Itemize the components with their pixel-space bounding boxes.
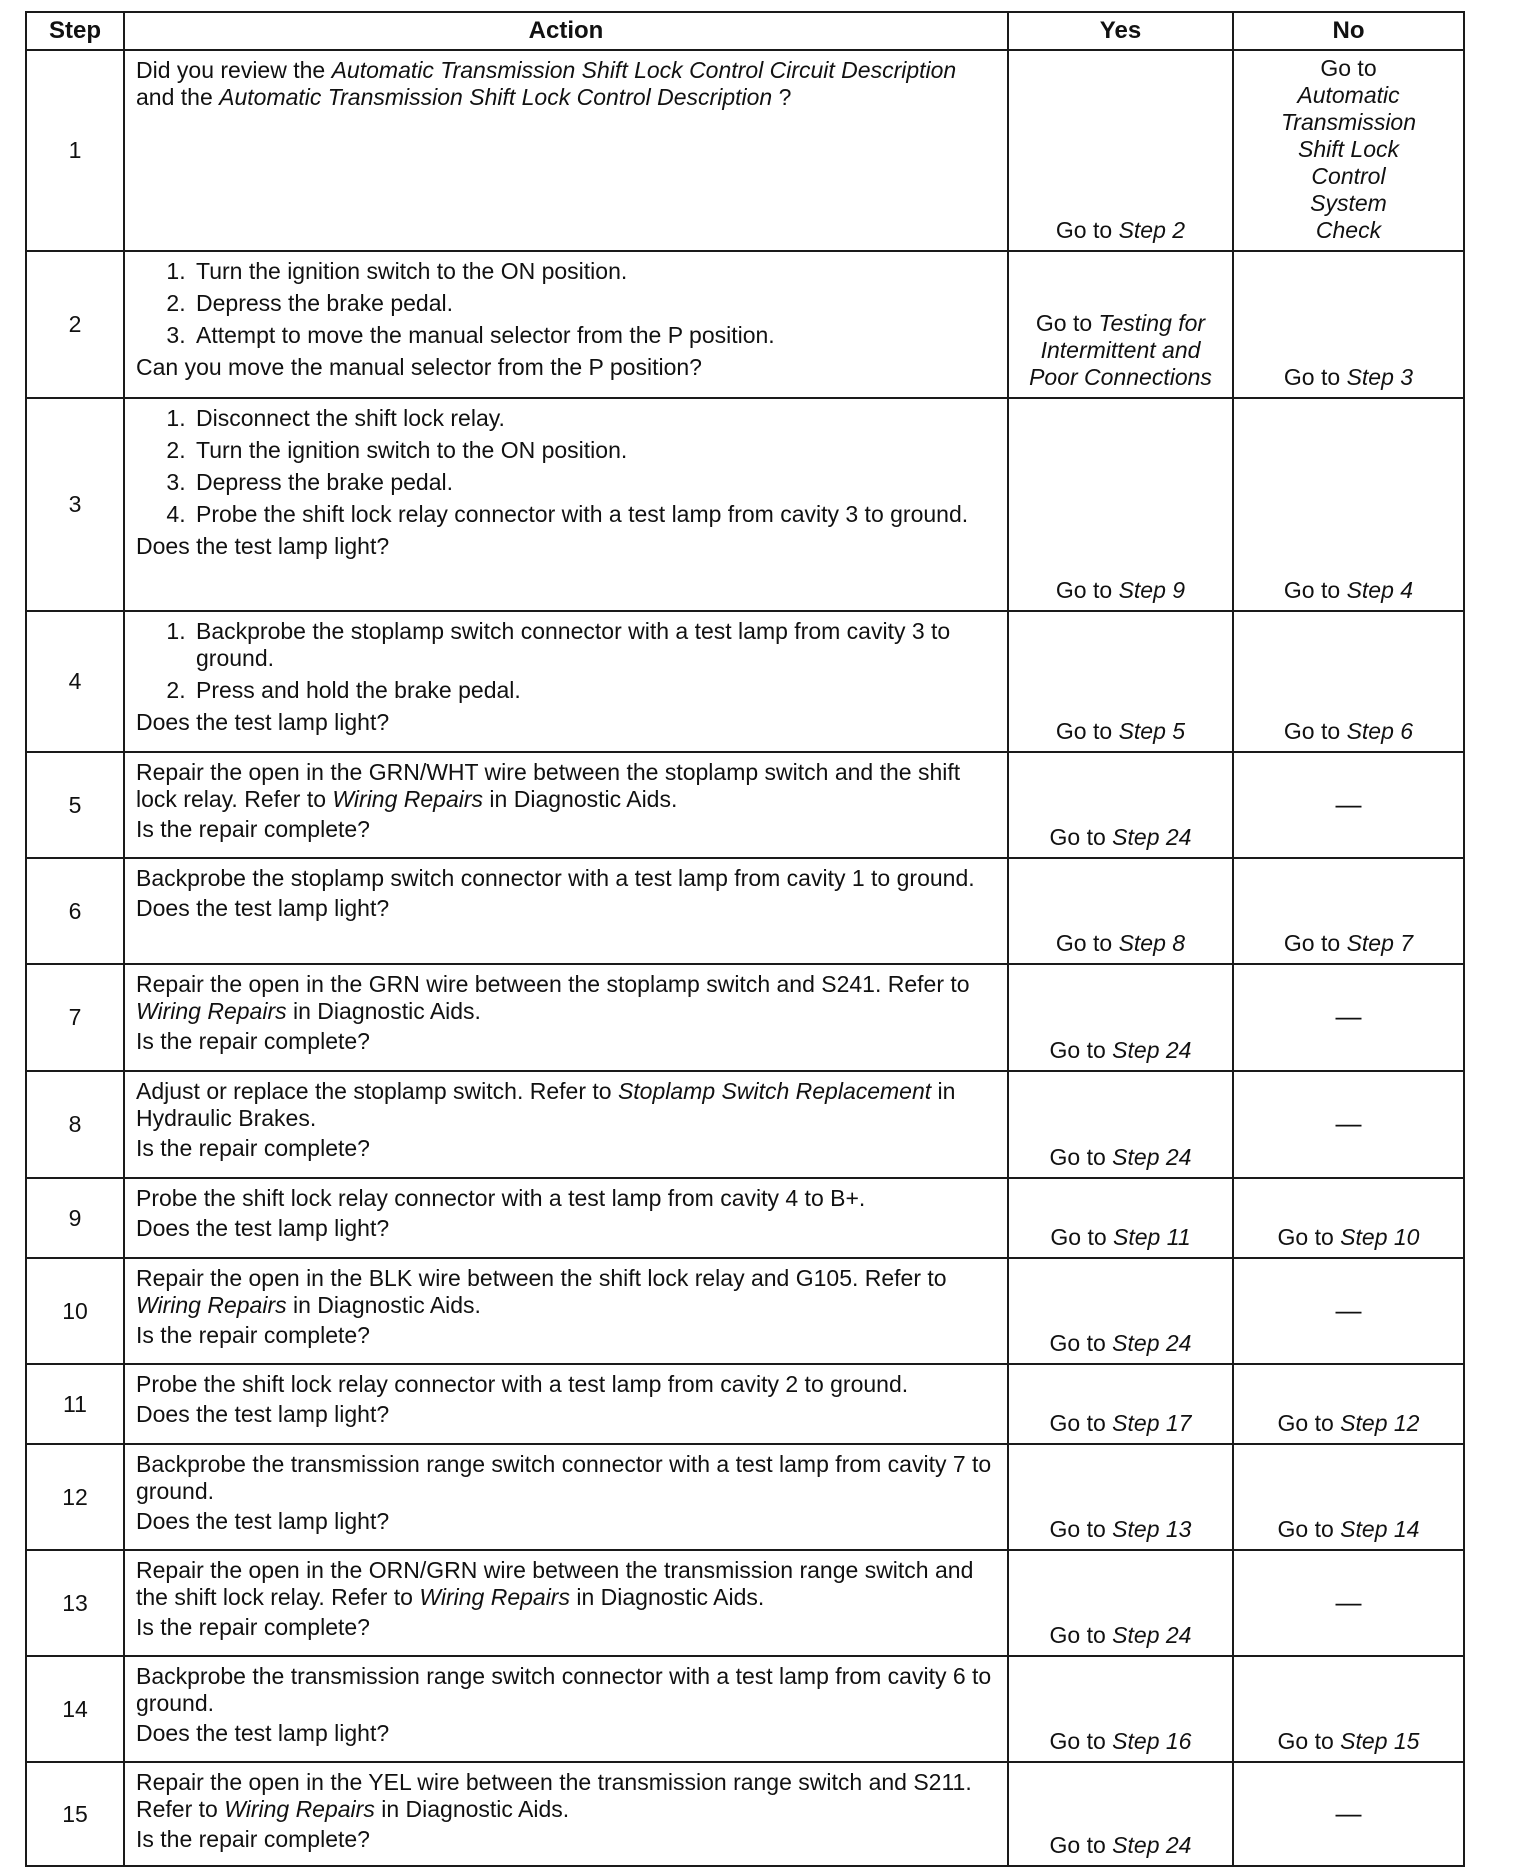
reference-text: Step 15 <box>1340 1728 1420 1754</box>
diagnostic-table <box>25 11 1465 1867</box>
action-cell <box>124 1178 1008 1258</box>
action-question <box>136 533 997 560</box>
text-run: Repair the open in the ORN/GRN wire between the transmission range switch and the shift lock relay. Refer to <box>136 1557 974 1610</box>
yes-cell <box>1008 1444 1233 1550</box>
text-run: Does the test lamp light? <box>136 1508 390 1534</box>
action-question <box>136 816 997 843</box>
action-cell <box>124 858 1008 964</box>
no-cell <box>1233 858 1464 964</box>
text-run: Go to <box>1049 1622 1113 1648</box>
text-run: Go to <box>1049 1037 1113 1063</box>
text-run: Go to <box>1283 364 1347 390</box>
text-run: in Hydraulic Brakes. <box>136 1078 956 1131</box>
no-cell <box>1233 1364 1464 1444</box>
text-run: Probe the shift lock relay connector with a test lamp from cavity 2 to ground. <box>136 1371 909 1397</box>
reference-text: Step 14 <box>1340 1516 1420 1542</box>
reference-text: Stoplamp Switch Replacement <box>617 1078 932 1104</box>
table-row <box>26 1258 1464 1364</box>
procedure-item: 2. Turn the ignition switch to the ON position. <box>192 437 997 464</box>
procedure-item: 3. Depress the brake pedal. <box>192 469 997 496</box>
text-run: — <box>1335 788 1362 819</box>
yes-cell <box>1008 1364 1233 1444</box>
yes-cell <box>1008 858 1233 964</box>
step-number: 13 <box>26 1550 124 1656</box>
no-result <box>1238 930 1459 957</box>
reference-text: Wiring Repairs <box>136 998 287 1024</box>
reference-text: Step 11 <box>1113 1224 1191 1250</box>
reference-text: Automatic Transmission Shift Lock Control System Check <box>1280 82 1417 243</box>
reference-text: Step 2 <box>1118 217 1186 243</box>
reference-text: Step 24 <box>1112 1832 1192 1858</box>
text-run: Repair the open in the YEL wire between the transmission range switch and S211. Refer to <box>136 1769 972 1822</box>
step-number: 12 <box>26 1444 124 1550</box>
yes-cell <box>1008 752 1233 858</box>
reference-text: Step 9 <box>1118 577 1186 603</box>
procedure-list <box>136 618 997 704</box>
yes-result <box>1013 1832 1228 1859</box>
action-cell <box>124 1364 1008 1444</box>
header-yes: Yes <box>1008 12 1233 50</box>
procedure-item: 2. Depress the brake pedal. <box>192 290 997 317</box>
procedure-item: 3. Attempt to move the manual selector from the P position. <box>192 322 997 349</box>
action-cell <box>124 50 1008 251</box>
action-instruction <box>136 1265 997 1319</box>
yes-result <box>1013 1728 1228 1755</box>
procedure-item: 4. Probe the shift lock relay connector with a test lamp from cavity 3 to ground. <box>192 501 997 528</box>
no-result-none <box>1238 788 1459 819</box>
table-row <box>26 50 1464 251</box>
step-number: 14 <box>26 1656 124 1762</box>
no-cell <box>1233 1550 1464 1656</box>
text-run: Does the test lamp light? <box>136 1720 390 1746</box>
text-run: — <box>1335 1001 1362 1031</box>
text-run: Is the repair complete? <box>136 1614 370 1640</box>
text-run: Go to <box>1055 217 1119 243</box>
text-run: in Diagnostic Aids. <box>483 786 678 812</box>
step-number: 4 <box>26 611 124 752</box>
yes-result <box>1013 577 1228 604</box>
reference-text: Step 10 <box>1340 1224 1420 1250</box>
text-run: Backprobe the transmission range switch connector with a test lamp from cavity 6 to ground. <box>136 1663 992 1716</box>
header-step: Step <box>26 12 124 50</box>
action-instruction <box>136 1185 997 1212</box>
text-run: Go to <box>1049 1144 1113 1170</box>
step-number: 7 <box>26 964 124 1071</box>
reference-text: Wiring Repairs <box>419 1584 570 1610</box>
step-number: 1 <box>26 50 124 251</box>
yes-cell <box>1008 964 1233 1071</box>
text-run: Adjust or replace the stoplamp switch. Refer to <box>136 1078 618 1104</box>
yes-result <box>1013 930 1228 957</box>
text-run: Go to <box>1055 718 1119 744</box>
text-run: Go to <box>1049 824 1113 850</box>
yes-cell <box>1008 251 1233 398</box>
reference-text: Step 3 <box>1346 364 1414 390</box>
action-question <box>136 1614 997 1641</box>
text-run: Go to <box>1050 1224 1114 1250</box>
table-row <box>26 1364 1464 1444</box>
step-number: 9 <box>26 1178 124 1258</box>
action-question <box>136 709 997 736</box>
action-question <box>136 1028 997 1055</box>
no-result <box>1238 718 1459 745</box>
reference-text: Step 24 <box>1112 824 1192 850</box>
table-row <box>26 1762 1464 1866</box>
action-question <box>136 354 997 381</box>
text-run: Go to <box>1035 310 1099 336</box>
action-cell <box>124 611 1008 752</box>
text-run: Repair the open in the GRN/WHT wire between the stoplamp switch and the shift lock relay. Refer to <box>136 759 961 812</box>
no-cell <box>1233 964 1464 1071</box>
reference-text: Automatic Transmission Shift Lock Control Description <box>219 84 773 110</box>
action-instruction <box>136 1078 997 1132</box>
no-result <box>1238 1410 1459 1437</box>
text-run: Does the test lamp light? <box>136 1215 390 1241</box>
reference-text: Step 24 <box>1112 1622 1192 1648</box>
table-body <box>26 50 1464 1866</box>
yes-result <box>1013 1330 1228 1357</box>
action-cell <box>124 1550 1008 1656</box>
header-action: Action <box>124 12 1008 50</box>
yes-cell <box>1008 1762 1233 1866</box>
procedure-list <box>136 405 997 528</box>
text-run: Backprobe the stoplamp switch connector with a test lamp from cavity 1 to ground. <box>136 865 975 891</box>
no-cell <box>1233 1656 1464 1762</box>
reference-text: Step 17 <box>1112 1410 1192 1436</box>
action-instruction <box>136 971 997 1025</box>
yes-cell <box>1008 1071 1233 1178</box>
no-result <box>1238 577 1459 604</box>
text-run: Go to <box>1283 930 1347 956</box>
no-result <box>1238 1224 1459 1251</box>
step-number: 8 <box>26 1071 124 1178</box>
yes-cell <box>1008 1178 1233 1258</box>
yes-result <box>1013 718 1228 745</box>
no-cell <box>1233 752 1464 858</box>
step-number: 2 <box>26 251 124 398</box>
no-result-none <box>1238 1110 1459 1137</box>
text-run: in Diagnostic Aids. <box>569 1584 765 1610</box>
no-cell <box>1233 611 1464 752</box>
text-run: Does the test lamp light? <box>136 709 390 735</box>
action-question <box>136 895 997 922</box>
action-question <box>136 1215 997 1242</box>
yes-cell <box>1008 398 1233 611</box>
step-number: 3 <box>26 398 124 611</box>
text-run: Does the test lamp light? <box>136 895 390 921</box>
procedure-item: 1. Disconnect the shift lock relay. <box>192 405 997 432</box>
no-cell <box>1233 1762 1464 1866</box>
no-cell <box>1233 1071 1464 1178</box>
no-result <box>1238 1516 1459 1543</box>
procedure-item: 2. Press and hold the brake pedal. <box>192 677 997 704</box>
text-run: Does the test lamp light? <box>136 1401 390 1427</box>
text-run: in Diagnostic Aids. <box>286 1292 481 1318</box>
yes-cell <box>1008 611 1233 752</box>
text-run: Go to <box>1277 1516 1341 1542</box>
procedure-list <box>136 258 997 349</box>
reference-text: Step 13 <box>1112 1516 1192 1542</box>
header-no: No <box>1233 12 1464 50</box>
yes-result <box>1013 217 1228 244</box>
table-row <box>26 1550 1464 1656</box>
text-run: — <box>1335 1586 1362 1617</box>
text-run: Go to <box>1283 577 1347 603</box>
text-run: in Diagnostic Aids. <box>286 998 481 1024</box>
action-cell <box>124 964 1008 1071</box>
action-question <box>136 1720 997 1747</box>
action-instruction <box>136 1371 997 1398</box>
reference-text: Step 12 <box>1340 1410 1420 1436</box>
header-row <box>26 12 1464 50</box>
text-run: Did you review the <box>136 57 332 83</box>
action-instruction <box>136 1663 997 1717</box>
reference-text: Testing for Intermittent and Poor Connections <box>1029 310 1212 390</box>
table-row <box>26 752 1464 858</box>
table-row <box>26 1444 1464 1550</box>
reference-text: Wiring Repairs <box>136 1292 287 1318</box>
action-question <box>136 1508 997 1535</box>
action-cell <box>124 398 1008 611</box>
text-run: and the <box>136 84 220 110</box>
reference-text: Step 16 <box>1112 1728 1192 1754</box>
text-run: Repair the open in the GRN wire between the stoplamp switch and S241. Refer to <box>136 971 970 997</box>
table-row <box>26 964 1464 1071</box>
table-row <box>26 1178 1464 1258</box>
no-cell <box>1233 50 1464 251</box>
table-row <box>26 251 1464 398</box>
action-cell <box>124 1762 1008 1866</box>
text-run: Is the repair complete? <box>136 1028 370 1054</box>
reference-text: Automatic Transmission Shift Lock Control Circuit Description <box>331 57 957 83</box>
table-row <box>26 1656 1464 1762</box>
yes-result <box>1013 1144 1228 1171</box>
action-instruction <box>136 1451 997 1505</box>
no-result <box>1238 1728 1459 1755</box>
no-result-none <box>1238 1003 1459 1030</box>
text-run: Go to <box>1049 1410 1113 1436</box>
yes-cell <box>1008 1656 1233 1762</box>
no-result-none <box>1238 1797 1459 1828</box>
table-row <box>26 858 1464 964</box>
text-run: in Diagnostic Aids. <box>374 1796 570 1822</box>
text-run: Go to <box>1320 55 1377 81</box>
action-question <box>136 1322 997 1349</box>
reference-text: Wiring Repairs <box>224 1796 375 1822</box>
text-run: Backprobe the transmission range switch connector with a test lamp from cavity 7 to ground. <box>136 1451 992 1504</box>
no-result-none <box>1238 1294 1459 1325</box>
step-number: 5 <box>26 752 124 858</box>
text-run: Go to <box>1277 1224 1341 1250</box>
no-result <box>1238 364 1459 391</box>
yes-cell <box>1008 1258 1233 1364</box>
text-run: Go to <box>1049 1728 1113 1754</box>
action-cell <box>124 752 1008 858</box>
text-run: Go to <box>1055 577 1119 603</box>
action-cell <box>124 251 1008 398</box>
text-run: Does the test lamp light? <box>136 533 390 559</box>
no-result-none <box>1238 1586 1459 1617</box>
text-run: Is the repair complete? <box>136 1135 370 1161</box>
text-run: Is the repair complete? <box>136 1826 370 1852</box>
reference-text: Step 24 <box>1112 1144 1192 1170</box>
yes-cell <box>1008 1550 1233 1656</box>
no-cell <box>1233 398 1464 611</box>
text-run: ? <box>772 84 792 110</box>
step-number: 15 <box>26 1762 124 1866</box>
text-run: Go to <box>1283 718 1347 744</box>
reference-text: Step 7 <box>1346 930 1414 956</box>
step-number: 6 <box>26 858 124 964</box>
text-run: — <box>1335 1108 1362 1138</box>
text-run: Is the repair complete? <box>136 1322 370 1348</box>
no-cell <box>1233 1178 1464 1258</box>
table-row <box>26 1071 1464 1178</box>
table-row <box>26 398 1464 611</box>
action-question <box>136 1135 997 1162</box>
yes-result <box>1013 1410 1228 1437</box>
yes-result <box>1013 1516 1228 1543</box>
no-cell <box>1233 251 1464 398</box>
step-number: 11 <box>26 1364 124 1444</box>
action-instruction <box>136 1557 997 1611</box>
action-cell <box>124 1258 1008 1364</box>
action-instruction <box>136 865 997 892</box>
reference-text: Step 6 <box>1346 718 1414 744</box>
no-result <box>1279 55 1419 244</box>
text-run: Go to <box>1055 930 1119 956</box>
reference-text: Step 24 <box>1112 1330 1192 1356</box>
text-run: Probe the shift lock relay connector with a test lamp from cavity 4 to B+. <box>136 1185 866 1211</box>
yes-result <box>1026 310 1216 391</box>
text-run: Can you move the manual selector from the P position? <box>136 354 702 380</box>
procedure-item: 1. Turn the ignition switch to the ON position. <box>192 258 997 285</box>
reference-text: Step 4 <box>1346 577 1414 603</box>
step-number: 10 <box>26 1258 124 1364</box>
yes-result <box>1013 824 1228 851</box>
yes-cell <box>1008 50 1233 251</box>
no-cell <box>1233 1444 1464 1550</box>
text-run: Go to <box>1049 1516 1113 1542</box>
text-run: Is the repair complete? <box>136 816 370 842</box>
text-run: Go to <box>1049 1330 1113 1356</box>
procedure-item: 1. Backprobe the stoplamp switch connector with a test lamp from cavity 3 to ground. <box>192 618 997 672</box>
action-instruction <box>136 759 997 813</box>
text-run: Go to <box>1277 1410 1341 1436</box>
action-cell <box>124 1444 1008 1550</box>
action-cell <box>124 1071 1008 1178</box>
text-run: — <box>1335 1797 1362 1828</box>
no-cell <box>1233 1258 1464 1364</box>
reference-text: Step 5 <box>1118 718 1186 744</box>
text-run: Go to <box>1049 1832 1113 1858</box>
yes-result <box>1013 1037 1228 1064</box>
action-cell <box>124 1656 1008 1762</box>
reference-text: Wiring Repairs <box>332 786 484 812</box>
yes-result <box>1013 1622 1228 1649</box>
yes-result <box>1013 1224 1228 1251</box>
reference-text: Step 24 <box>1112 1037 1192 1063</box>
text-run: — <box>1335 1294 1362 1325</box>
action-instruction <box>136 57 997 111</box>
action-question <box>136 1401 997 1428</box>
text-run: Repair the open in the BLK wire between the shift lock relay and G105. Refer to <box>136 1265 947 1291</box>
action-instruction <box>136 1769 997 1823</box>
table-row <box>26 611 1464 752</box>
reference-text: Step 8 <box>1118 930 1186 956</box>
text-run: Go to <box>1277 1728 1341 1754</box>
